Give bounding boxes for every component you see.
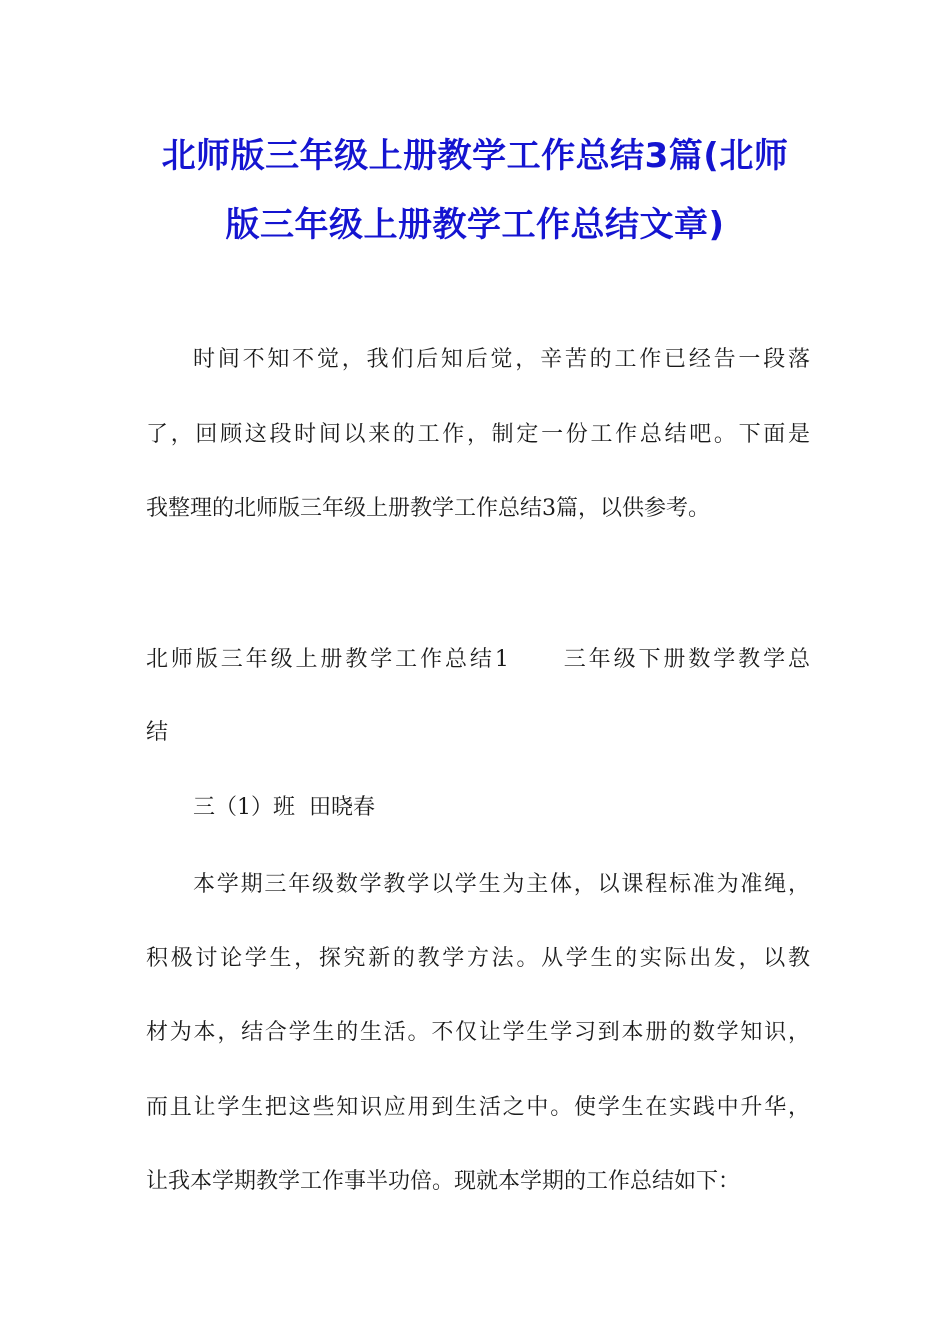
body-line-2: 积极讨论学生，探究新的教学方法。从学生的实际出发，以教 (146, 946, 810, 971)
section-heading-line (146, 645, 810, 675)
section-heading-title: 北师版三年级上册教学工作总结1 (146, 647, 509, 672)
intro-line-3: 我整理的北师版三年级上册教学工作总结3篇，以供参考。 (146, 496, 710, 521)
document-title-line-1: 北师版三年级上册教学工作总结3篇(北师 (161, 136, 789, 176)
intro-line-1: 时间不知不觉，我们后知后觉，辛苦的工作已经告一段落 (193, 347, 810, 372)
section-heading-subtitle: 三年级下册数学教学总 (560, 647, 810, 672)
section-heading-continuation: 结 (146, 720, 169, 745)
body-line-4: 而且让学生把这些知识应用到生活之中。使学生在实践中升华， (146, 1095, 810, 1120)
body-line-3: 材为本，结合学生的生活。不仅让学生学习到本册的数学知识， (146, 1020, 810, 1045)
body-line-1: 本学期三年级数学教学以学生为主体，以课程标准为准绳， (193, 872, 810, 897)
body-line-5: 让我本学期教学工作事半功倍。现就本学期的工作总结如下： (146, 1169, 741, 1194)
document-title-line-2: 版三年级上册教学工作总结文章) (225, 205, 725, 245)
author-line: 三（1）班 田晓春 (193, 795, 375, 820)
intro-line-2: 了，回顾这段时间以来的工作，制定一份工作总结吧。下面是 (146, 422, 810, 447)
